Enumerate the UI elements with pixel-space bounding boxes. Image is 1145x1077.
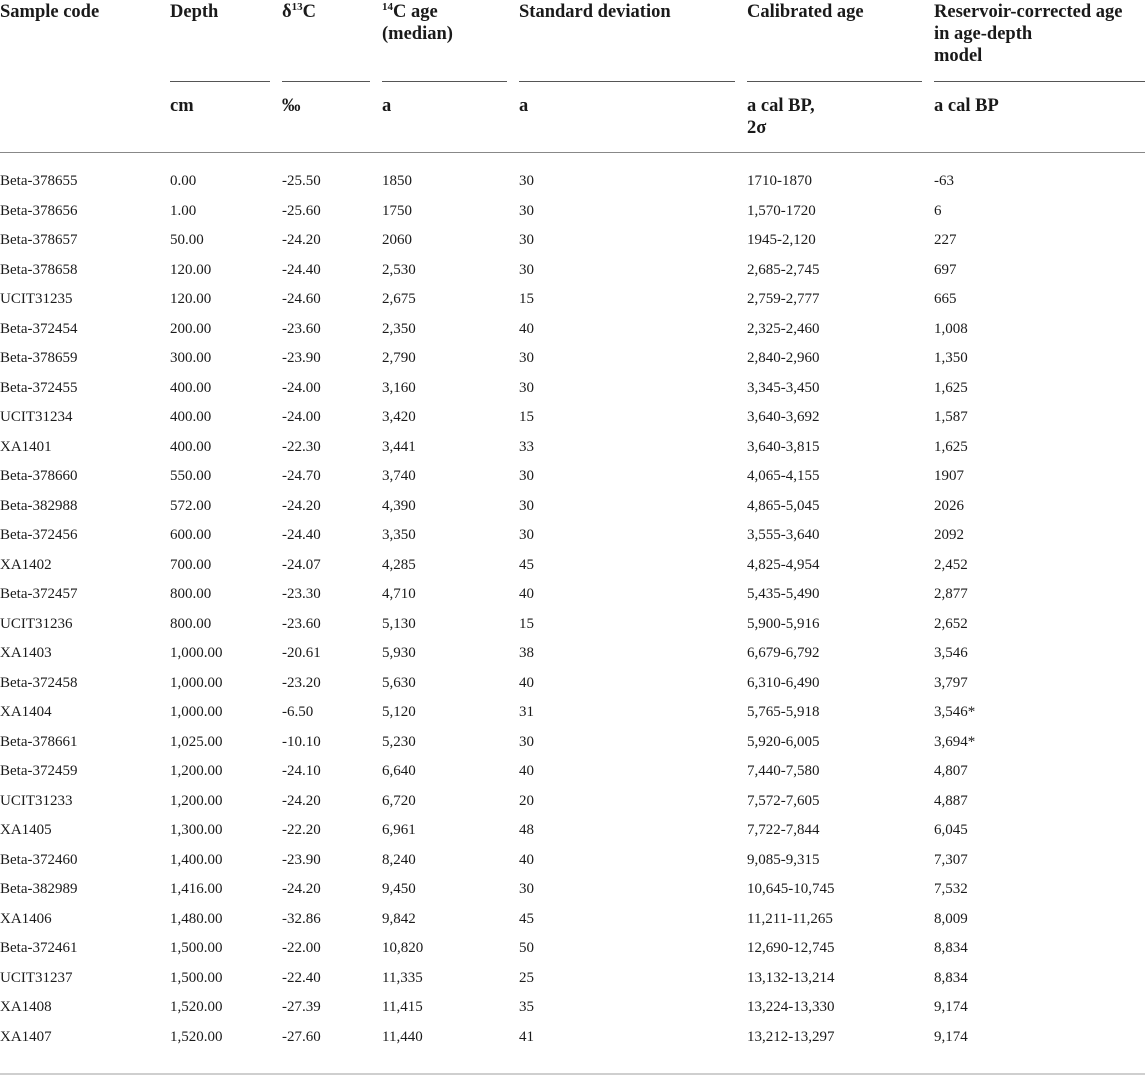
depth-cell: 400.00 xyxy=(170,409,212,426)
sample-code-cell: XA1402 xyxy=(0,556,52,573)
calibrated-age-cell: 7,572-7,605 xyxy=(747,792,820,809)
c14-age-cell: 5,230 xyxy=(382,733,416,750)
calibrated-age-cell: 6,679-6,792 xyxy=(747,645,820,662)
delta13c-cell: -24.20 xyxy=(282,881,321,898)
reservoir-corrected-age-cell: 8,009 xyxy=(934,910,968,927)
calibrated-age-cell: 11,211-11,265 xyxy=(747,910,833,927)
standard-deviation-cell: 30 xyxy=(519,497,534,514)
calibrated-age-cell: 7,722-7,844 xyxy=(747,822,820,839)
reservoir-corrected-age-cell: 7,532 xyxy=(934,881,968,898)
sample-code-cell: XA1404 xyxy=(0,704,52,721)
delta13c-cell: -27.39 xyxy=(282,999,321,1016)
table-row xyxy=(0,875,1145,905)
depth-cell: 50.00 xyxy=(170,232,204,249)
reservoir-corrected-age-cell: 6,045 xyxy=(934,822,968,839)
c14-age-cell: 1750 xyxy=(382,202,412,219)
table-row xyxy=(0,580,1145,610)
delta13c-cell: -22.00 xyxy=(282,940,321,957)
c14-age-cell: 2,675 xyxy=(382,291,416,308)
table-row xyxy=(0,285,1145,315)
depth-cell: 1,520.00 xyxy=(170,999,223,1016)
table-row xyxy=(0,256,1145,286)
reservoir-corrected-age-cell: 2,652 xyxy=(934,615,968,632)
calibrated-age-cell: 1,570-1720 xyxy=(747,202,816,219)
depth-cell: 700.00 xyxy=(170,556,212,573)
sample-code-cell: Beta-378656 xyxy=(0,202,78,219)
depth-cell: 1,520.00 xyxy=(170,1028,223,1045)
delta13c-cell: -24.40 xyxy=(282,527,321,544)
delta13c-cell: -24.20 xyxy=(282,232,321,249)
sample-code-cell: XA1408 xyxy=(0,999,52,1016)
header-rule xyxy=(519,71,747,91)
depth-cell: 120.00 xyxy=(170,261,212,278)
table-row xyxy=(0,757,1145,787)
reservoir-corrected-age-cell: 1907 xyxy=(934,468,964,485)
standard-deviation-cell: 30 xyxy=(519,527,534,544)
delta13c-cell: -32.86 xyxy=(282,910,321,927)
depth-cell: 400.00 xyxy=(170,438,212,455)
reservoir-corrected-age-cell: 3,546 xyxy=(934,645,968,662)
header-rule xyxy=(747,71,934,91)
standard-deviation-cell: 20 xyxy=(519,792,534,809)
sample-code-cell: Beta-372461 xyxy=(0,940,78,957)
depth-cell: 1,200.00 xyxy=(170,763,223,780)
header-rule xyxy=(170,71,282,91)
header-rule xyxy=(282,71,382,91)
calibrated-age-cell: 3,640-3,692 xyxy=(747,409,820,426)
depth-cell: 1,300.00 xyxy=(170,822,223,839)
c14-age-cell: 2060 xyxy=(382,232,412,249)
calibrated-age-cell: 2,685-2,745 xyxy=(747,261,820,278)
delta13c-cell: -24.00 xyxy=(282,379,321,396)
calibrated-age-cell: 4,865-5,045 xyxy=(747,497,820,514)
table-row xyxy=(0,905,1145,935)
reservoir-corrected-age-cell: 2,452 xyxy=(934,556,968,573)
sample-code-cell: XA1401 xyxy=(0,438,52,455)
table-row xyxy=(0,993,1145,1023)
sample-code-cell: Beta-378661 xyxy=(0,733,78,750)
c14-age-cell: 3,420 xyxy=(382,409,416,426)
depth-cell: 800.00 xyxy=(170,615,212,632)
header-reservoir-corrected-age: Reservoir-corrected age in age-depth model xyxy=(934,2,1123,66)
reservoir-corrected-age-cell: 1,625 xyxy=(934,379,968,396)
unit-14c-age: a xyxy=(382,96,392,116)
sample-code-cell: Beta-372457 xyxy=(0,586,78,603)
depth-cell: 1,400.00 xyxy=(170,851,223,868)
delta13c-cell: -24.20 xyxy=(282,497,321,514)
standard-deviation-cell: 30 xyxy=(519,350,534,367)
reservoir-corrected-age-cell: 8,834 xyxy=(934,969,968,986)
delta13c-cell: -24.60 xyxy=(282,291,321,308)
standard-deviation-cell: 30 xyxy=(519,232,534,249)
c14-age-cell: 8,240 xyxy=(382,851,416,868)
depth-cell: 300.00 xyxy=(170,350,212,367)
table-row xyxy=(0,492,1145,522)
delta13c-cell: -10.10 xyxy=(282,733,321,750)
calibrated-age-cell: 4,825-4,954 xyxy=(747,556,820,573)
table-row xyxy=(0,610,1145,640)
sample-code-cell: UCIT31233 xyxy=(0,792,73,809)
delta13c-cell: -22.30 xyxy=(282,438,321,455)
table-row xyxy=(0,728,1145,758)
standard-deviation-cell: 40 xyxy=(519,320,534,337)
table-row xyxy=(0,639,1145,669)
standard-deviation-cell: 15 xyxy=(519,291,534,308)
sample-code-cell: UCIT31234 xyxy=(0,409,73,426)
sample-code-cell: Beta-378657 xyxy=(0,232,78,249)
unit-calibrated-age: a cal BP, 2σ xyxy=(747,96,815,138)
reservoir-corrected-age-cell: 1,625 xyxy=(934,438,968,455)
calibrated-age-cell: 13,132-13,214 xyxy=(747,969,835,986)
header-separator-row xyxy=(0,71,1145,91)
table-row xyxy=(0,698,1145,728)
standard-deviation-cell: 15 xyxy=(519,409,534,426)
c14-age-cell: 11,415 xyxy=(382,999,423,1016)
calibrated-age-cell: 2,325-2,460 xyxy=(747,320,820,337)
c14-age-cell: 10,820 xyxy=(382,940,424,957)
depth-cell: 1,500.00 xyxy=(170,969,223,986)
table-row xyxy=(0,669,1145,699)
standard-deviation-cell: 45 xyxy=(519,910,534,927)
depth-cell: 1,200.00 xyxy=(170,792,223,809)
table-row xyxy=(0,197,1145,227)
c14-age-cell: 2,530 xyxy=(382,261,416,278)
reservoir-corrected-age-cell: 1,008 xyxy=(934,320,968,337)
table-bottom-rule xyxy=(0,1073,1145,1075)
calibrated-age-cell: 9,085-9,315 xyxy=(747,851,820,868)
standard-deviation-cell: 40 xyxy=(519,586,534,603)
sample-code-cell: XA1406 xyxy=(0,910,52,927)
table-row xyxy=(0,816,1145,846)
unit-sample-code xyxy=(0,91,170,153)
reservoir-corrected-age-cell: 9,174 xyxy=(934,999,968,1016)
sample-code-cell: Beta-372460 xyxy=(0,851,78,868)
sample-code-cell: XA1407 xyxy=(0,1028,52,1045)
c14-age-cell: 3,350 xyxy=(382,527,416,544)
delta13c-cell: -25.50 xyxy=(282,173,321,190)
table-row xyxy=(0,315,1145,345)
table-row xyxy=(0,344,1145,374)
reservoir-corrected-age-cell: 7,307 xyxy=(934,851,968,868)
standard-deviation-cell: 48 xyxy=(519,822,534,839)
depth-cell: 1,000.00 xyxy=(170,674,223,691)
calibrated-age-cell: 2,759-2,777 xyxy=(747,291,820,308)
depth-cell: 572.00 xyxy=(170,497,212,514)
delta13c-cell: -23.20 xyxy=(282,674,321,691)
depth-cell: 800.00 xyxy=(170,586,212,603)
calibrated-age-cell: 3,640-3,815 xyxy=(747,438,820,455)
reservoir-corrected-age-cell: 9,174 xyxy=(934,1028,968,1045)
delta13c-cell: -27.60 xyxy=(282,1028,321,1045)
delta13c-cell: -24.70 xyxy=(282,468,321,485)
standard-deviation-cell: 30 xyxy=(519,261,534,278)
calibrated-age-cell: 1710-1870 xyxy=(747,173,812,190)
depth-cell: 1,480.00 xyxy=(170,910,223,927)
table-header xyxy=(0,0,1145,167)
standard-deviation-cell: 30 xyxy=(519,379,534,396)
standard-deviation-cell: 31 xyxy=(519,704,534,721)
depth-cell: 1,000.00 xyxy=(170,645,223,662)
table-body xyxy=(0,167,1145,1052)
depth-cell: 400.00 xyxy=(170,379,212,396)
calibrated-age-cell: 5,435-5,490 xyxy=(747,586,820,603)
header-rule xyxy=(934,71,1145,91)
sample-code-cell: Beta-372454 xyxy=(0,320,78,337)
header-rule xyxy=(382,71,519,91)
delta13c-cell: -24.10 xyxy=(282,763,321,780)
delta13c-cell: -23.90 xyxy=(282,851,321,868)
calibrated-age-cell: 7,440-7,580 xyxy=(747,763,820,780)
calibrated-age-cell: 4,065-4,155 xyxy=(747,468,820,485)
depth-cell: 550.00 xyxy=(170,468,212,485)
delta13c-cell: -23.60 xyxy=(282,320,321,337)
header-calibrated-age: Calibrated age xyxy=(747,2,864,22)
header-unit-row xyxy=(0,91,1145,153)
c14-age-cell: 3,160 xyxy=(382,379,416,396)
header-spacer xyxy=(0,153,1145,167)
header-rule xyxy=(0,71,170,91)
sample-code-cell: XA1403 xyxy=(0,645,52,662)
sample-code-cell: XA1405 xyxy=(0,822,52,839)
standard-deviation-cell: 25 xyxy=(519,969,534,986)
sample-code-cell: Beta-378655 xyxy=(0,173,78,190)
delta13c-cell: -23.30 xyxy=(282,586,321,603)
unit-depth: cm xyxy=(170,96,194,116)
reservoir-corrected-age-cell: 697 xyxy=(934,261,957,278)
header-delta13c: $\delta^{13}C$ xyxy=(282,0,316,22)
c14-age-cell: 5,120 xyxy=(382,704,416,721)
sample-code-cell: UCIT31237 xyxy=(0,969,73,986)
reservoir-corrected-age-cell: 2092 xyxy=(934,527,964,544)
standard-deviation-cell: 40 xyxy=(519,851,534,868)
unit-reservoir-corrected-age: a cal BP xyxy=(934,96,999,116)
unit-delta13c: ‰ xyxy=(282,96,301,116)
standard-deviation-cell: 30 xyxy=(519,881,534,898)
header-depth: Depth xyxy=(170,2,219,22)
calibrated-age-cell: 13,212-13,297 xyxy=(747,1028,835,1045)
header-standard-deviation: Standard deviation xyxy=(519,2,671,22)
c14-age-cell: 6,720 xyxy=(382,792,416,809)
table-row xyxy=(0,846,1145,876)
standard-deviation-cell: 45 xyxy=(519,556,534,573)
c14-age-cell: 3,740 xyxy=(382,468,416,485)
sample-code-cell: Beta-382988 xyxy=(0,497,78,514)
unit-standard-deviation: a xyxy=(519,96,529,116)
calibrated-age-cell: 5,920-6,005 xyxy=(747,733,820,750)
table-row xyxy=(0,433,1145,463)
standard-deviation-cell: 50 xyxy=(519,940,534,957)
c14-age-cell: 11,440 xyxy=(382,1028,423,1045)
standard-deviation-cell: 30 xyxy=(519,173,534,190)
reservoir-corrected-age-cell: 3,546* xyxy=(934,704,976,721)
reservoir-corrected-age-cell: -63 xyxy=(934,173,954,190)
c14-age-cell: 6,961 xyxy=(382,822,416,839)
c14-age-cell: 5,930 xyxy=(382,645,416,662)
standard-deviation-cell: 30 xyxy=(519,202,534,219)
sample-code-cell: Beta-372456 xyxy=(0,527,78,544)
delta13c-cell: -6.50 xyxy=(282,704,314,721)
c14-age-cell: 1850 xyxy=(382,173,412,190)
sample-code-cell: UCIT31236 xyxy=(0,615,73,632)
depth-cell: 1,416.00 xyxy=(170,881,223,898)
reservoir-corrected-age-cell: 8,834 xyxy=(934,940,968,957)
sample-code-cell: Beta-372458 xyxy=(0,674,78,691)
table-row xyxy=(0,167,1145,197)
calibrated-age-cell: 5,900-5,916 xyxy=(747,615,820,632)
reservoir-corrected-age-cell: 1,587 xyxy=(934,409,968,426)
calibrated-age-cell: 13,224-13,330 xyxy=(747,999,835,1016)
sample-code-cell: Beta-372455 xyxy=(0,379,78,396)
c14-age-cell: 3,441 xyxy=(382,438,416,455)
reservoir-corrected-age-cell: 2026 xyxy=(934,497,964,514)
sample-code-cell: Beta-372459 xyxy=(0,763,78,780)
header-label-row xyxy=(0,0,1145,71)
table-row xyxy=(0,462,1145,492)
reservoir-corrected-age-cell: 3,797 xyxy=(934,674,968,691)
sample-code-cell: Beta-378659 xyxy=(0,350,78,367)
calibrated-age-cell: 10,645-10,745 xyxy=(747,881,835,898)
header-sample-code: Sample code xyxy=(0,2,100,22)
delta13c-cell: -23.60 xyxy=(282,615,321,632)
calibrated-age-cell: 5,765-5,918 xyxy=(747,704,820,721)
delta13c-cell: -23.90 xyxy=(282,350,321,367)
table-row xyxy=(0,934,1145,964)
calibrated-age-cell: 2,840-2,960 xyxy=(747,350,820,367)
standard-deviation-cell: 35 xyxy=(519,999,534,1016)
sample-code-cell: Beta-382989 xyxy=(0,881,78,898)
c14-age-cell: 2,350 xyxy=(382,320,416,337)
depth-cell: 0.00 xyxy=(170,173,197,190)
depth-cell: 600.00 xyxy=(170,527,212,544)
delta13c-cell: -22.20 xyxy=(282,822,321,839)
table-row xyxy=(0,374,1145,404)
standard-deviation-cell: 38 xyxy=(519,645,534,662)
standard-deviation-cell: 30 xyxy=(519,733,534,750)
sample-code-cell: Beta-378658 xyxy=(0,261,78,278)
delta13c-cell: -22.40 xyxy=(282,969,321,986)
depth-cell: 1,025.00 xyxy=(170,733,223,750)
delta13c-cell: -24.40 xyxy=(282,261,321,278)
delta13c-cell: -24.20 xyxy=(282,792,321,809)
standard-deviation-cell: 33 xyxy=(519,438,534,455)
depth-cell: 1.00 xyxy=(170,202,197,219)
calibrated-age-cell: 3,555-3,640 xyxy=(747,527,820,544)
reservoir-corrected-age-cell: 4,807 xyxy=(934,763,968,780)
calibrated-age-cell: 12,690-12,745 xyxy=(747,940,835,957)
c14-age-cell: 2,790 xyxy=(382,350,416,367)
c14-age-cell: 4,710 xyxy=(382,586,416,603)
delta13c-cell: -24.00 xyxy=(282,409,321,426)
c14-age-cell: 11,335 xyxy=(382,969,423,986)
depth-cell: 1,000.00 xyxy=(170,704,223,721)
table-row xyxy=(0,403,1145,433)
calibrated-age-cell: 6,310-6,490 xyxy=(747,674,820,691)
c14-age-cell: 4,285 xyxy=(382,556,416,573)
calibrated-age-cell: 1945-2,120 xyxy=(747,232,816,249)
table-row xyxy=(0,521,1145,551)
reservoir-corrected-age-cell: 1,350 xyxy=(934,350,968,367)
c14-age-cell: 5,130 xyxy=(382,615,416,632)
c14-age-cell: 4,390 xyxy=(382,497,416,514)
table-row xyxy=(0,226,1145,256)
standard-deviation-cell: 30 xyxy=(519,468,534,485)
header-14c-age: $^{14}$C age (median) xyxy=(382,0,453,44)
table-row xyxy=(0,1023,1145,1053)
c14-age-cell: 5,630 xyxy=(382,674,416,691)
c14-age-cell: 6,640 xyxy=(382,763,416,780)
table-row xyxy=(0,787,1145,817)
c14-age-cell: 9,842 xyxy=(382,910,416,927)
standard-deviation-cell: 41 xyxy=(519,1028,534,1045)
standard-deviation-cell: 40 xyxy=(519,674,534,691)
table-row xyxy=(0,551,1145,581)
delta13c-cell: -20.61 xyxy=(282,645,321,662)
reservoir-corrected-age-cell: 6 xyxy=(934,202,942,219)
calibrated-age-cell: 3,345-3,450 xyxy=(747,379,820,396)
delta13c-cell: -25.60 xyxy=(282,202,321,219)
delta13c-cell: -24.07 xyxy=(282,556,321,573)
sample-code-cell: UCIT31235 xyxy=(0,291,73,308)
table-row xyxy=(0,964,1145,994)
sample-code-cell: Beta-378660 xyxy=(0,468,78,485)
standard-deviation-cell: 15 xyxy=(519,615,534,632)
reservoir-corrected-age-cell: 4,887 xyxy=(934,792,968,809)
depth-cell: 1,500.00 xyxy=(170,940,223,957)
reservoir-corrected-age-cell: 3,694* xyxy=(934,733,976,750)
reservoir-corrected-age-cell: 2,877 xyxy=(934,586,968,603)
standard-deviation-cell: 40 xyxy=(519,763,534,780)
reservoir-corrected-age-cell: 227 xyxy=(934,232,957,249)
c14-age-cell: 9,450 xyxy=(382,881,416,898)
depth-cell: 120.00 xyxy=(170,291,212,308)
depth-cell: 200.00 xyxy=(170,320,212,337)
reservoir-corrected-age-cell: 665 xyxy=(934,291,957,308)
